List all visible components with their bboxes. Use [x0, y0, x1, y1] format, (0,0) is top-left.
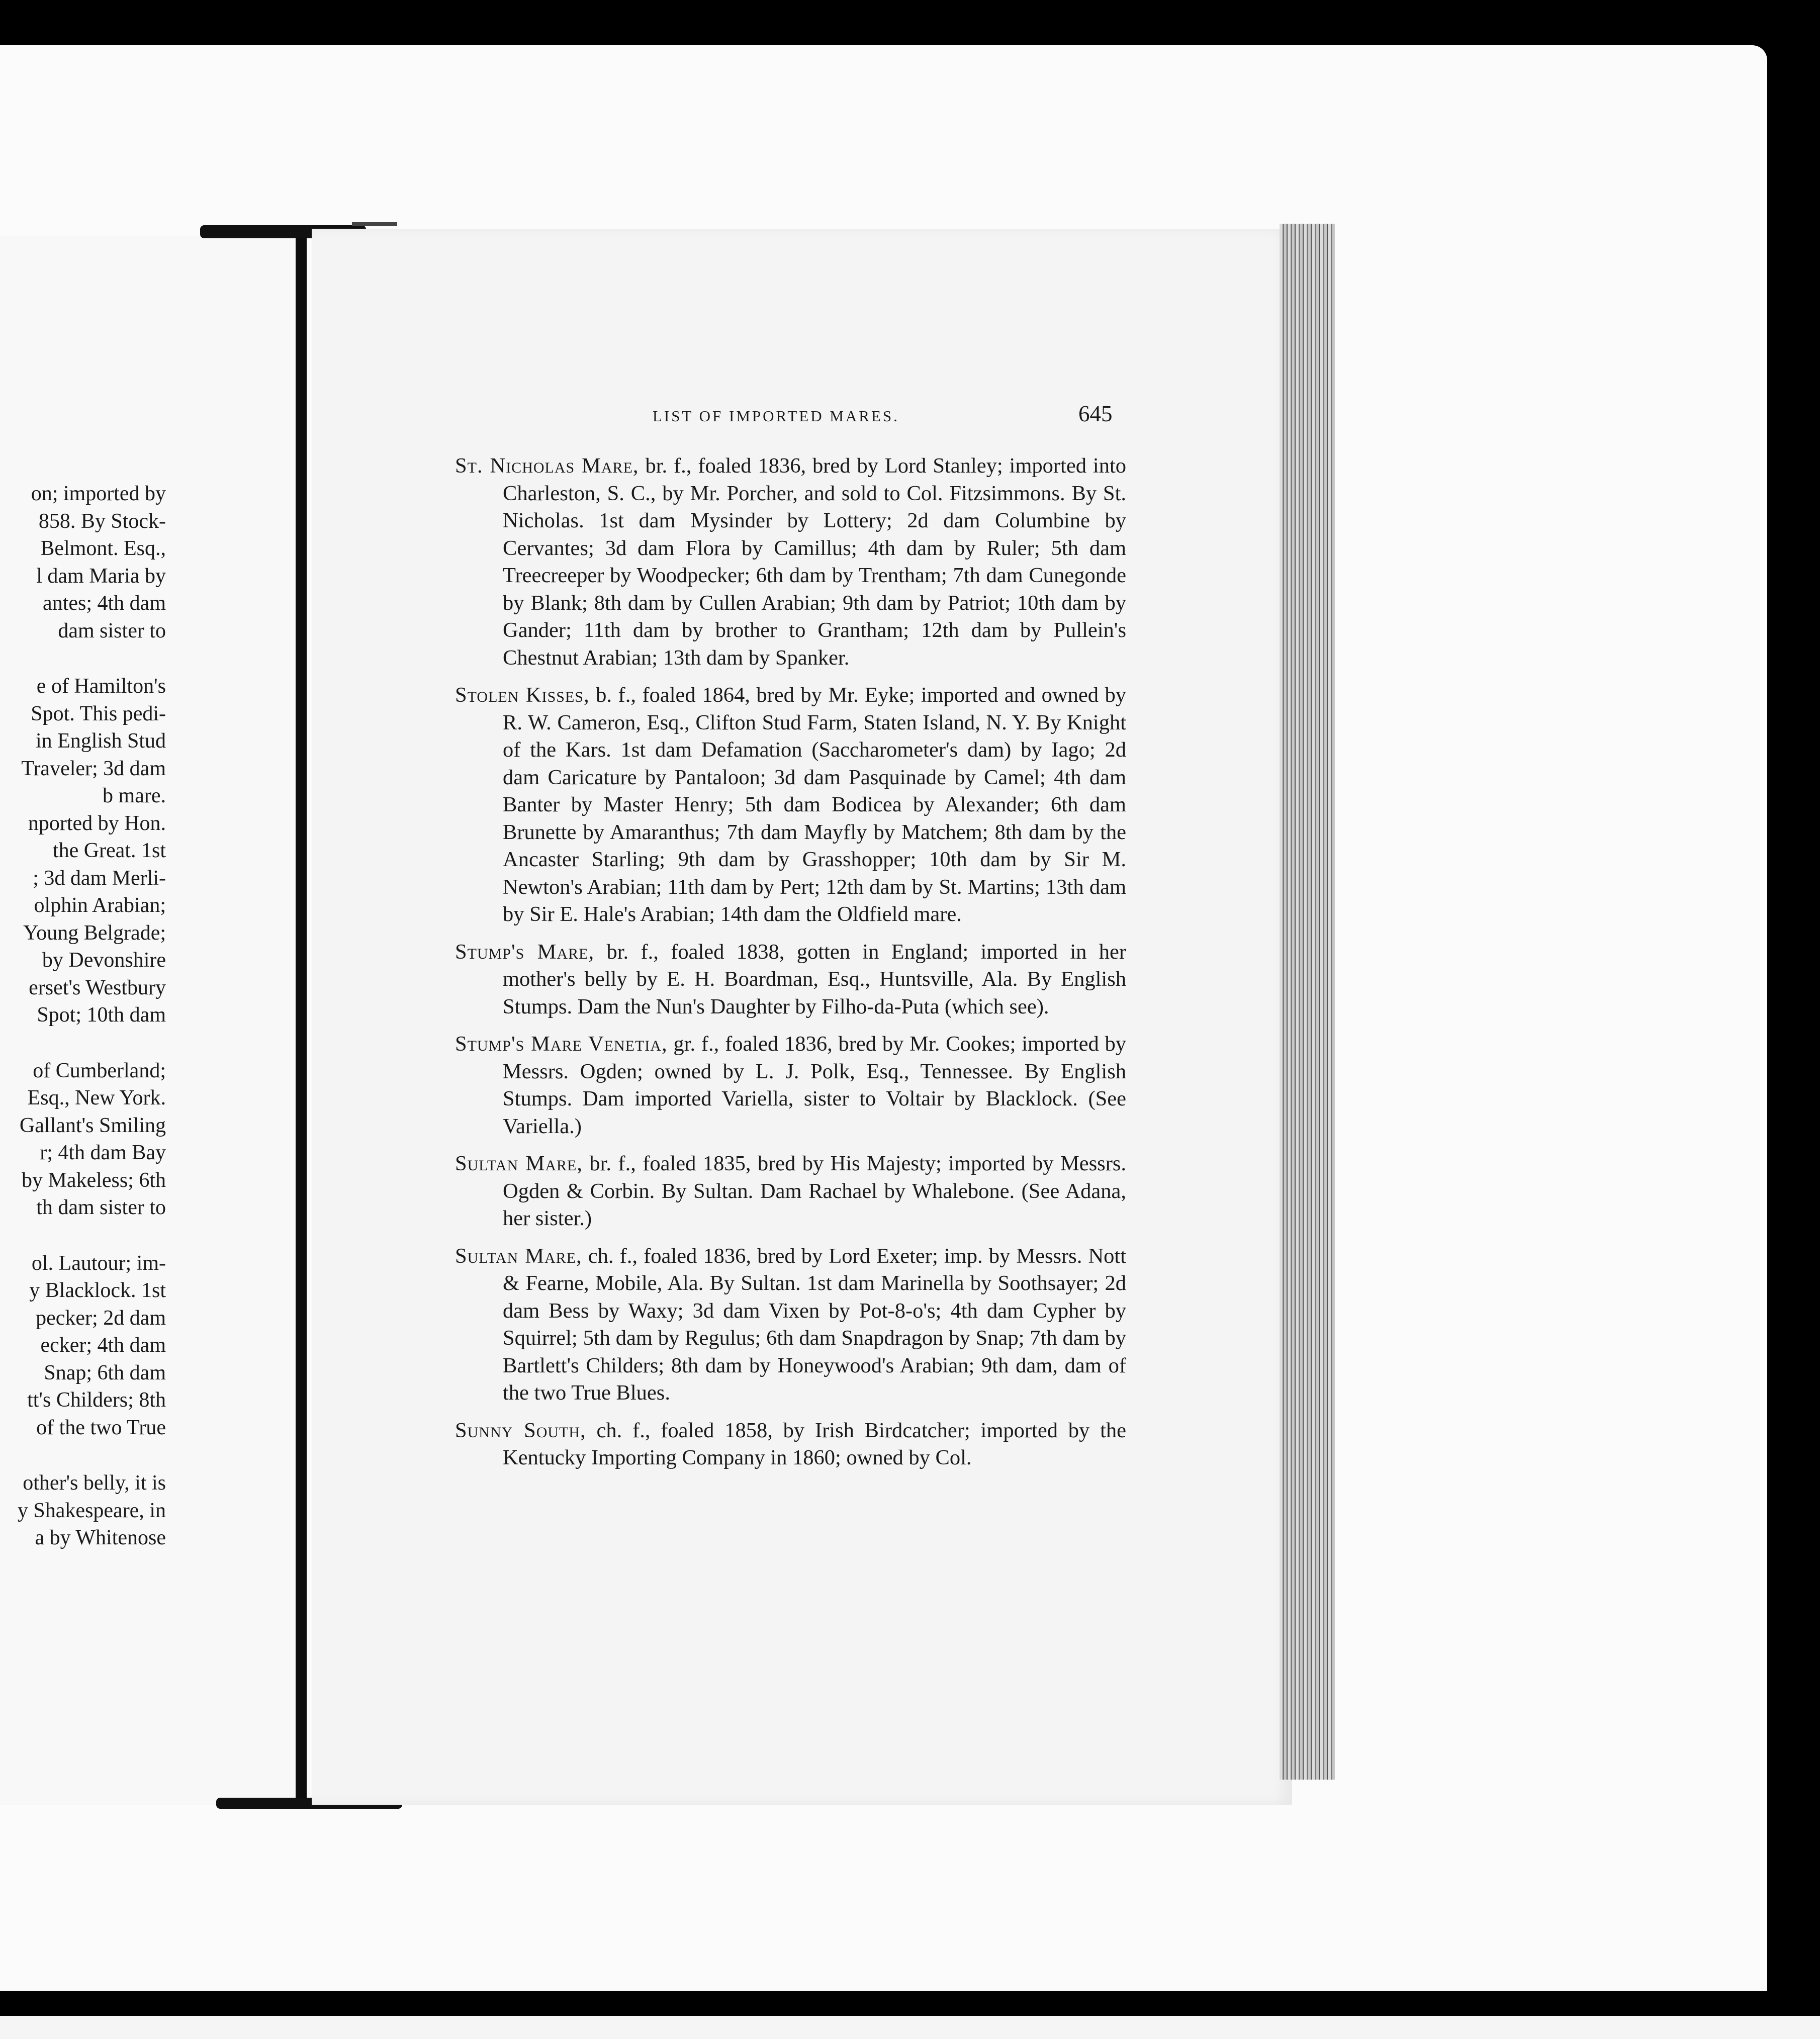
left-line: pecker; 2d dam — [36, 1306, 166, 1330]
left-line: on; imported by — [31, 482, 166, 505]
left-line: Belmont. Esq., — [40, 537, 166, 560]
page-number: 645 — [1078, 401, 1113, 426]
left-line: y Shakespeare, in — [17, 1499, 166, 1522]
left-line: Gallant's Smiling — [19, 1114, 166, 1137]
left-line: Snap; 6th dam — [44, 1361, 166, 1384]
entry-name: Stump's Mare, — [455, 940, 595, 964]
entry-text: br. f., foaled 1836, bred by Lord Stanley; imported into Charleston, S. C., by Mr. Porcher, and sold to Col. Fitzsimmons. By St. Nicholas. 1st dam Mysinder by Lottery; 2d dam Columbine by Cervantes; 3d dam Flora by Camillus; 4th dam by Ruler; 5th dam Treecreeper by Woodpecker; 6th dam by Trentham; 7th dam Cunegonde by Blank; 8th dam by Cullen Arabian; 9th dam by Patriot; 10th dam by Gander; 11th dam by brother to Grantham; 12th dam by Pullein's Chestnut Arabian; 13th dam by Spanker. — [503, 454, 1127, 670]
left-line: other's belly, it is — [23, 1471, 166, 1495]
entry-text: ch. f., foaled 1836, bred by Lord Exeter; imp. by Messrs. Nott & Fearne, Mobile, Ala. By Sultan. 1st dam Marinella by Soothsayer; 2d dam Bess by Waxy; 3d dam Vixen by Pot-8-o's; 4th dam Cypher by Squirrel; 5th dam by Regulus; 6th dam Snapdragon by Snap; 7th dam by Bartlett's Childers; 8th dam by Honeywood's Arabian; 9th dam, dam of the two True Blues. — [503, 1244, 1127, 1405]
entry-text: br. f., foaled 1835, bred by His Majesty; imported by Messrs. Ogden & Corbin. By Sultan. Dam Rachael by Whalebone. (See Adana, her sister.) — [503, 1152, 1127, 1230]
left-line: ol. Lautour; im- — [31, 1251, 166, 1275]
left-page-text — [0, 480, 166, 1552]
left-line: 858. By Stock- — [38, 509, 166, 533]
entry-st-nicholas-mare — [455, 452, 1126, 672]
left-line: ; 3d dam Merli- — [33, 866, 166, 890]
entry-text: gr. f., foaled 1836, bred by Mr. Cookes; imported by Messrs. Ogden; owned by L. J. Polk, Esq., Tennessee. By English Stumps. Dam imported Variella, sister to Voltair by Blacklock. (See Variella.) — [503, 1032, 1126, 1138]
left-line: b mare. — [103, 784, 166, 807]
entry-sultan-mare-1836 — [455, 1243, 1126, 1407]
entry-text: br. f., foaled 1838, gotten in England; imported in her mother's belly by E. H. Boardman, Esq., Huntsville, Ala. By English Stumps. Dam the Nun's Daughter by Filho-da-Puta (which see). — [503, 940, 1126, 1018]
left-line: in English Stud — [35, 729, 166, 753]
entry-text: ch. f., foaled 1858, by Irish Birdcatcher; imported by the Kentucky Importing Company in 1860; owned by Col. — [503, 1418, 1126, 1469]
left-line: th dam sister to — [36, 1196, 166, 1219]
entry-stolen-kisses — [455, 682, 1126, 929]
left-line: y Blacklock. 1st — [29, 1279, 166, 1302]
entry-name: Sultan Mare, — [455, 1152, 583, 1175]
entries-list — [455, 452, 1126, 1482]
left-line: ecker; 4th dam — [40, 1334, 166, 1357]
entry-sunny-south — [455, 1417, 1126, 1472]
left-line: nported by Hon. — [28, 811, 166, 835]
entry-name: Sunny South, — [455, 1418, 586, 1442]
left-line: l dam Maria by — [36, 564, 166, 588]
entry-stumps-mare — [455, 939, 1126, 1021]
left-line: erset's Westbury — [29, 976, 166, 999]
left-line: tt's Childers; 8th — [27, 1388, 166, 1412]
entry-stumps-mare-venetia — [455, 1031, 1126, 1140]
left-line: dam sister to — [58, 619, 166, 642]
left-line: Young Belgrade; — [23, 921, 166, 945]
left-line: antes; 4th dam — [43, 592, 166, 615]
left-line: Traveler; 3d dam — [21, 757, 166, 780]
page-edges — [1280, 224, 1335, 1780]
left-line: a by Whitenose — [35, 1526, 166, 1549]
left-line: Esq., New York. — [27, 1086, 166, 1109]
left-line: e of Hamilton's — [36, 675, 166, 698]
entry-name: Stump's Mare Venetia, — [455, 1032, 668, 1056]
scan-bottom-strip — [0, 2016, 1820, 2039]
left-line: of Cumberland; — [33, 1059, 166, 1082]
binding-tab-top-edge — [352, 222, 397, 226]
left-line: r; 4th dam Bay — [40, 1141, 166, 1164]
left-line: by Devonshire — [42, 949, 166, 972]
left-page — [0, 236, 302, 1805]
left-line: of the two True — [36, 1416, 166, 1439]
left-line: by Makeless; 6th — [22, 1168, 166, 1192]
running-head: LIST OF IMPORTED MARES. — [653, 407, 899, 425]
left-line: olphin Arabian; — [34, 894, 166, 917]
left-line: Spot. This pedi- — [31, 702, 166, 725]
left-line: Spot; 10th dam — [37, 1003, 166, 1027]
entry-name: St. Nicholas Mare, — [455, 454, 639, 478]
entry-text: b. f., foaled 1864, bred by Mr. Eyke; imported and owned by R. W. Cameron, Esq., Clifton Stud Farm, Staten Island, N. Y. By Knight of the Kars. 1st dam Defamation (Saccharometer's dam) by Iago; 2d dam Caricature by Pantaloon; 3d dam Pasquinade by Camel; 4th dam Banter by Master Henry; 5th dam Bodicea by Alexander; 6th dam Brunette by Amaranthus; 7th dam Mayfly by Matchem; 8th dam by the Ancaster Starling; 9th dam by Grasshopper; 10th dam by Sir M. Newton's Arabian; 11th dam by Pert; 12th dam by St. Martins; 13th dam by Sir E. Hale's Arabian; 14th dam the Oldfield mare. — [503, 683, 1126, 926]
entry-name: Stolen Kisses, — [455, 683, 590, 707]
left-line: the Great. 1st — [52, 839, 166, 862]
entry-name: Sultan Mare, — [455, 1244, 582, 1268]
entry-sultan-mare-1835 — [455, 1150, 1126, 1233]
book-gutter — [296, 236, 307, 1805]
